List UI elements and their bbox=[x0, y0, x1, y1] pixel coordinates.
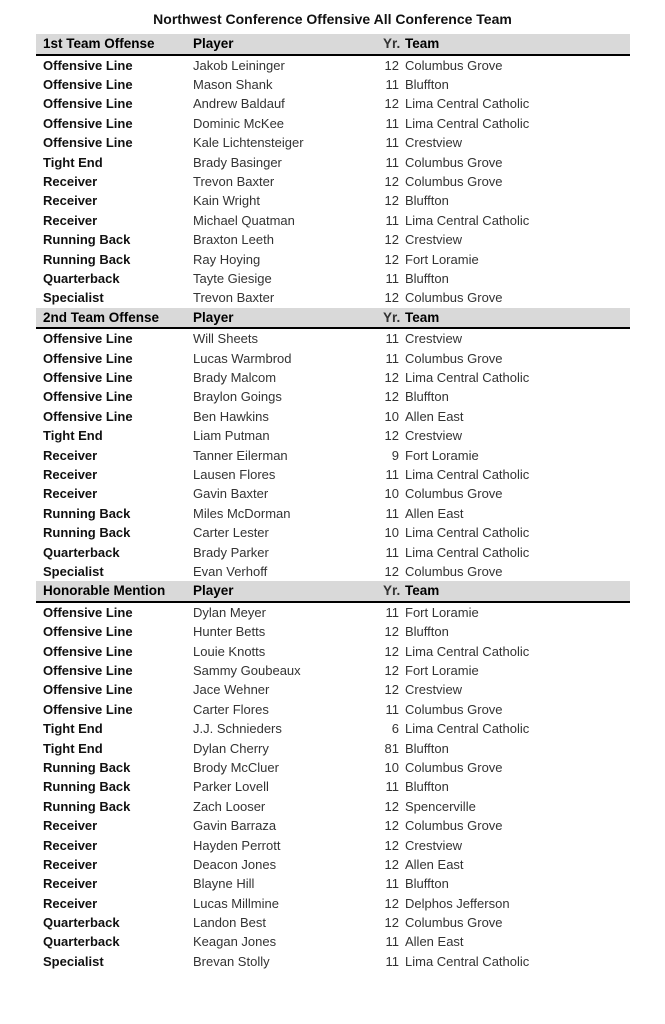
team-cell: Lima Central Catholic bbox=[405, 544, 530, 560]
team-cell: Lima Central Catholic bbox=[405, 953, 530, 969]
player-cell: Evan Verhoff bbox=[193, 563, 268, 579]
team-cell: Columbus Grove bbox=[405, 701, 503, 717]
player-cell: Dylan Meyer bbox=[193, 604, 266, 620]
player-cell: Jace Wehner bbox=[193, 682, 270, 698]
table-row bbox=[36, 738, 630, 757]
table-row bbox=[36, 348, 630, 367]
table-row bbox=[36, 700, 630, 719]
player-cell: Tayte Giesige bbox=[193, 270, 272, 286]
table-row bbox=[36, 152, 630, 171]
position-cell: Specialist bbox=[43, 953, 104, 969]
team-cell: Bluffton bbox=[405, 779, 449, 795]
position-cell: Receiver bbox=[43, 174, 98, 190]
column-header-yr: Yr. bbox=[383, 309, 401, 325]
yr-cell: 10 bbox=[384, 486, 399, 502]
team-cell: Lima Central Catholic bbox=[405, 525, 530, 541]
section-label: Honorable Mention bbox=[43, 583, 166, 599]
player-cell: Kain Wright bbox=[193, 193, 260, 209]
table-row bbox=[36, 114, 630, 133]
column-header-player: Player bbox=[193, 36, 234, 52]
team-cell: Bluffton bbox=[405, 389, 449, 405]
table-row bbox=[36, 562, 630, 581]
position-cell: Offensive Line bbox=[43, 408, 133, 424]
yr-cell: 11 bbox=[385, 467, 399, 482]
player-cell: Kale Lichtensteiger bbox=[193, 135, 304, 151]
position-cell: Offensive Line bbox=[43, 643, 133, 659]
position-cell: Offensive Line bbox=[43, 57, 133, 73]
yr-cell: 11 bbox=[385, 135, 399, 151]
table-row bbox=[36, 288, 630, 307]
yr-cell: 11 bbox=[385, 505, 399, 521]
player-cell: Ray Hoying bbox=[193, 251, 261, 267]
position-cell: Specialist bbox=[43, 290, 104, 306]
position-cell: Specialist bbox=[43, 563, 104, 579]
yr-cell: 12 bbox=[384, 682, 399, 698]
yr-cell: 12 bbox=[384, 389, 399, 405]
player-cell: J.J. Schnieders bbox=[193, 721, 282, 737]
team-cell: Bluffton bbox=[405, 876, 449, 892]
position-cell: Quarterback bbox=[43, 270, 120, 286]
table-row bbox=[36, 368, 630, 387]
yr-cell: 12 bbox=[384, 643, 399, 659]
table-row bbox=[36, 894, 630, 913]
player-cell: Dylan Cherry bbox=[193, 740, 269, 756]
position-cell: Tight End bbox=[43, 154, 103, 170]
position-cell: Quarterback bbox=[43, 934, 120, 950]
player-cell: Trevon Baxter bbox=[193, 174, 275, 190]
position-cell: Offensive Line bbox=[43, 604, 133, 620]
table-row bbox=[36, 952, 630, 971]
player-cell: Landon Best bbox=[193, 915, 267, 931]
yr-cell: 12 bbox=[384, 798, 399, 814]
team-cell: Columbus Grove bbox=[405, 486, 503, 502]
yr-cell: 12 bbox=[384, 818, 399, 834]
column-header-yr: Yr. bbox=[383, 36, 401, 52]
table-row bbox=[36, 523, 630, 542]
position-cell: Offensive Line bbox=[43, 663, 133, 679]
position-cell: Running Back bbox=[43, 759, 131, 775]
yr-cell: 12 bbox=[384, 428, 399, 444]
player-cell: Lucas Warmbrod bbox=[193, 350, 292, 366]
yr-cell: 11 bbox=[385, 270, 399, 286]
yr-cell: 11 bbox=[385, 604, 399, 620]
player-cell: Gavin Baxter bbox=[193, 486, 269, 502]
team-cell: Columbus Grove bbox=[405, 57, 503, 73]
position-cell: Tight End bbox=[43, 740, 103, 756]
player-cell: Brady Parker bbox=[193, 544, 269, 560]
table-row bbox=[36, 269, 630, 288]
player-cell: Carter Lester bbox=[193, 525, 269, 541]
player-cell: Ben Hawkins bbox=[193, 408, 269, 424]
position-cell: Receiver bbox=[43, 486, 98, 502]
yr-cell: 10 bbox=[384, 759, 399, 775]
player-cell: Tanner Eilerman bbox=[193, 447, 288, 463]
position-cell: Running Back bbox=[43, 525, 131, 541]
position-cell: Running Back bbox=[43, 505, 131, 521]
position-cell: Receiver bbox=[43, 856, 98, 872]
yr-cell: 11 bbox=[385, 779, 399, 795]
position-cell: Quarterback bbox=[43, 915, 120, 931]
yr-cell: 12 bbox=[384, 290, 399, 306]
page-title: Northwest Conference Offensive All Conference Team bbox=[153, 11, 512, 27]
table-row bbox=[36, 329, 630, 348]
table-row bbox=[36, 230, 630, 249]
section-label: 1st Team Offense bbox=[43, 36, 155, 52]
yr-cell: 12 bbox=[384, 96, 399, 112]
table-row bbox=[36, 816, 630, 835]
player-cell: Keagan Jones bbox=[193, 934, 277, 950]
player-cell: Sammy Goubeaux bbox=[193, 663, 301, 679]
team-cell: Columbus Grove bbox=[405, 154, 503, 170]
table-row bbox=[36, 661, 630, 680]
yr-cell: 6 bbox=[391, 721, 399, 737]
position-cell: Running Back bbox=[43, 232, 131, 248]
yr-cell: 12 bbox=[384, 57, 399, 73]
table-row bbox=[36, 172, 630, 191]
player-cell: Gavin Barraza bbox=[193, 818, 277, 834]
yr-cell: 11 bbox=[385, 77, 399, 93]
table-row bbox=[36, 874, 630, 893]
player-cell: Jakob Leininger bbox=[193, 57, 285, 73]
player-cell: Brady Malcom bbox=[193, 370, 277, 386]
yr-cell: 12 bbox=[384, 174, 399, 190]
yr-cell: 12 bbox=[384, 837, 399, 853]
position-cell: Receiver bbox=[43, 212, 98, 228]
team-cell: Lima Central Catholic bbox=[405, 370, 530, 386]
player-cell: Blayne Hill bbox=[193, 876, 255, 892]
player-cell: Michael Quatman bbox=[193, 212, 295, 228]
table-row bbox=[36, 797, 630, 816]
section-header-row bbox=[36, 34, 630, 56]
team-cell: Fort Loramie bbox=[405, 663, 479, 679]
yr-cell: 12 bbox=[384, 915, 399, 931]
team-cell: Allen East bbox=[405, 934, 464, 950]
team-cell: Lima Central Catholic bbox=[405, 721, 530, 737]
team-cell: Fort Loramie bbox=[405, 251, 479, 267]
position-cell: Offensive Line bbox=[43, 350, 133, 366]
position-cell: Receiver bbox=[43, 193, 98, 209]
team-cell: Fort Loramie bbox=[405, 447, 479, 463]
player-cell: Carter Flores bbox=[193, 701, 269, 717]
table-row bbox=[36, 835, 630, 854]
table-row bbox=[36, 211, 630, 230]
table-row bbox=[36, 407, 630, 426]
player-cell: Brody McCluer bbox=[193, 759, 279, 775]
yr-cell: 81 bbox=[384, 740, 399, 756]
table-row bbox=[36, 133, 630, 152]
table-row bbox=[36, 913, 630, 932]
yr-cell: 10 bbox=[384, 525, 399, 541]
team-cell: Columbus Grove bbox=[405, 818, 503, 834]
team-cell: Lima Central Catholic bbox=[405, 212, 530, 228]
position-cell: Running Back bbox=[43, 251, 131, 267]
all-conference-table bbox=[36, 34, 630, 971]
yr-cell: 11 bbox=[385, 115, 399, 131]
table-row bbox=[36, 603, 630, 622]
team-cell: Columbus Grove bbox=[405, 350, 503, 366]
table-row bbox=[36, 777, 630, 796]
team-cell: Crestview bbox=[405, 135, 463, 151]
table-row bbox=[36, 191, 630, 210]
team-cell: Bluffton bbox=[405, 193, 449, 209]
position-cell: Receiver bbox=[43, 818, 98, 834]
team-cell: Crestview bbox=[405, 331, 463, 347]
yr-cell: 12 bbox=[384, 663, 399, 679]
position-cell: Receiver bbox=[43, 837, 98, 853]
team-cell: Delphos Jefferson bbox=[405, 895, 510, 911]
position-cell: Running Back bbox=[43, 779, 131, 795]
yr-cell: 11 bbox=[385, 934, 399, 950]
player-cell: Braxton Leeth bbox=[193, 232, 274, 248]
team-cell: Crestview bbox=[405, 232, 463, 248]
position-cell: Receiver bbox=[43, 895, 98, 911]
player-cell: Andrew Baldauf bbox=[193, 96, 285, 112]
team-cell: Columbus Grove bbox=[405, 759, 503, 775]
column-header-team: Team bbox=[405, 36, 440, 52]
yr-cell: 12 bbox=[384, 895, 399, 911]
table-row bbox=[36, 719, 630, 738]
column-header-team: Team bbox=[405, 309, 440, 325]
player-cell: Brevan Stolly bbox=[193, 953, 270, 969]
player-cell: Brady Basinger bbox=[193, 154, 282, 170]
yr-cell: 11 bbox=[385, 876, 399, 892]
team-cell: Allen East bbox=[405, 408, 464, 424]
team-cell: Allen East bbox=[405, 856, 464, 872]
team-cell: Crestview bbox=[405, 428, 463, 444]
table-row bbox=[36, 622, 630, 641]
player-cell: Deacon Jones bbox=[193, 856, 277, 872]
yr-cell: 12 bbox=[384, 370, 399, 386]
yr-cell: 12 bbox=[384, 563, 399, 579]
position-cell: Running Back bbox=[43, 798, 131, 814]
table-row bbox=[36, 249, 630, 268]
player-cell: Liam Putman bbox=[193, 428, 270, 444]
table-row bbox=[36, 680, 630, 699]
yr-cell: 11 bbox=[385, 544, 399, 560]
yr-cell: 12 bbox=[384, 624, 399, 640]
player-cell: Lausen Flores bbox=[193, 467, 276, 482]
section-header-row bbox=[36, 308, 630, 330]
position-cell: Offensive Line bbox=[43, 77, 133, 93]
player-cell: Miles McDorman bbox=[193, 505, 291, 521]
position-cell: Offensive Line bbox=[43, 701, 133, 717]
position-cell: Quarterback bbox=[43, 544, 120, 560]
yr-cell: 11 bbox=[385, 212, 399, 228]
table-row bbox=[36, 56, 630, 75]
player-cell: Lucas Millmine bbox=[193, 895, 279, 911]
team-cell: Fort Loramie bbox=[405, 604, 479, 620]
table-row bbox=[36, 465, 630, 484]
team-cell: Lima Central Catholic bbox=[405, 643, 530, 659]
team-cell: Bluffton bbox=[405, 624, 449, 640]
team-cell: Bluffton bbox=[405, 77, 449, 93]
position-cell: Offensive Line bbox=[43, 624, 133, 640]
table-row bbox=[36, 504, 630, 523]
table-row bbox=[36, 641, 630, 660]
player-cell: Will Sheets bbox=[193, 331, 259, 347]
player-cell: Braylon Goings bbox=[193, 389, 282, 405]
player-cell: Zach Looser bbox=[193, 798, 266, 814]
yr-cell: 9 bbox=[391, 447, 399, 463]
team-cell: Lima Central Catholic bbox=[405, 96, 530, 112]
table-row bbox=[36, 855, 630, 874]
yr-cell: 11 bbox=[385, 331, 399, 347]
player-cell: Mason Shank bbox=[193, 77, 273, 93]
table-row bbox=[36, 94, 630, 113]
player-cell: Dominic McKee bbox=[193, 115, 285, 131]
column-header-player: Player bbox=[193, 583, 234, 599]
team-cell: Crestview bbox=[405, 682, 463, 698]
column-header-player: Player bbox=[193, 309, 234, 325]
yr-cell: 11 bbox=[385, 350, 399, 366]
player-cell: Hunter Betts bbox=[193, 624, 266, 640]
position-cell: Offensive Line bbox=[43, 115, 133, 131]
yr-cell: 11 bbox=[385, 154, 399, 170]
team-cell: Spencerville bbox=[405, 798, 476, 814]
team-cell: Columbus Grove bbox=[405, 563, 503, 579]
position-cell: Offensive Line bbox=[43, 135, 133, 151]
yr-cell: 12 bbox=[384, 251, 399, 267]
position-cell: Offensive Line bbox=[43, 682, 133, 698]
position-cell: Tight End bbox=[43, 428, 103, 444]
yr-cell: 11 bbox=[385, 953, 399, 969]
column-header-yr: Yr. bbox=[383, 583, 401, 599]
team-cell: Lima Central Catholic bbox=[405, 467, 530, 482]
position-cell: Offensive Line bbox=[43, 96, 133, 112]
table-row bbox=[36, 426, 630, 445]
yr-cell: 12 bbox=[384, 856, 399, 872]
player-cell: Louie Knotts bbox=[193, 643, 266, 659]
table-row bbox=[36, 484, 630, 503]
team-cell: Lima Central Catholic bbox=[405, 115, 530, 131]
position-cell: Offensive Line bbox=[43, 370, 133, 386]
position-cell: Receiver bbox=[43, 447, 98, 463]
section-label: 2nd Team Offense bbox=[43, 309, 160, 325]
team-cell: Allen East bbox=[405, 505, 464, 521]
team-cell: Bluffton bbox=[405, 740, 449, 756]
player-cell: Trevon Baxter bbox=[193, 290, 275, 306]
yr-cell: 12 bbox=[384, 193, 399, 209]
section-header-row bbox=[36, 581, 630, 603]
yr-cell: 10 bbox=[384, 408, 399, 424]
team-cell: Columbus Grove bbox=[405, 915, 503, 931]
position-cell: Offensive Line bbox=[43, 331, 133, 347]
table-row bbox=[36, 758, 630, 777]
team-cell: Columbus Grove bbox=[405, 174, 503, 190]
table-row bbox=[36, 387, 630, 406]
table-row bbox=[36, 445, 630, 464]
position-cell: Receiver bbox=[43, 467, 98, 482]
player-cell: Parker Lovell bbox=[193, 779, 269, 795]
position-cell: Tight End bbox=[43, 721, 103, 737]
position-cell: Offensive Line bbox=[43, 389, 133, 405]
position-cell: Receiver bbox=[43, 876, 98, 892]
yr-cell: 11 bbox=[385, 701, 399, 717]
column-header-team: Team bbox=[405, 583, 440, 599]
table-row bbox=[36, 75, 630, 94]
yr-cell: 12 bbox=[384, 232, 399, 248]
table-row bbox=[36, 542, 630, 561]
team-cell: Crestview bbox=[405, 837, 463, 853]
player-cell: Hayden Perrott bbox=[193, 837, 281, 853]
table-row bbox=[36, 932, 630, 951]
team-cell: Bluffton bbox=[405, 270, 449, 286]
team-cell: Columbus Grove bbox=[405, 290, 503, 306]
